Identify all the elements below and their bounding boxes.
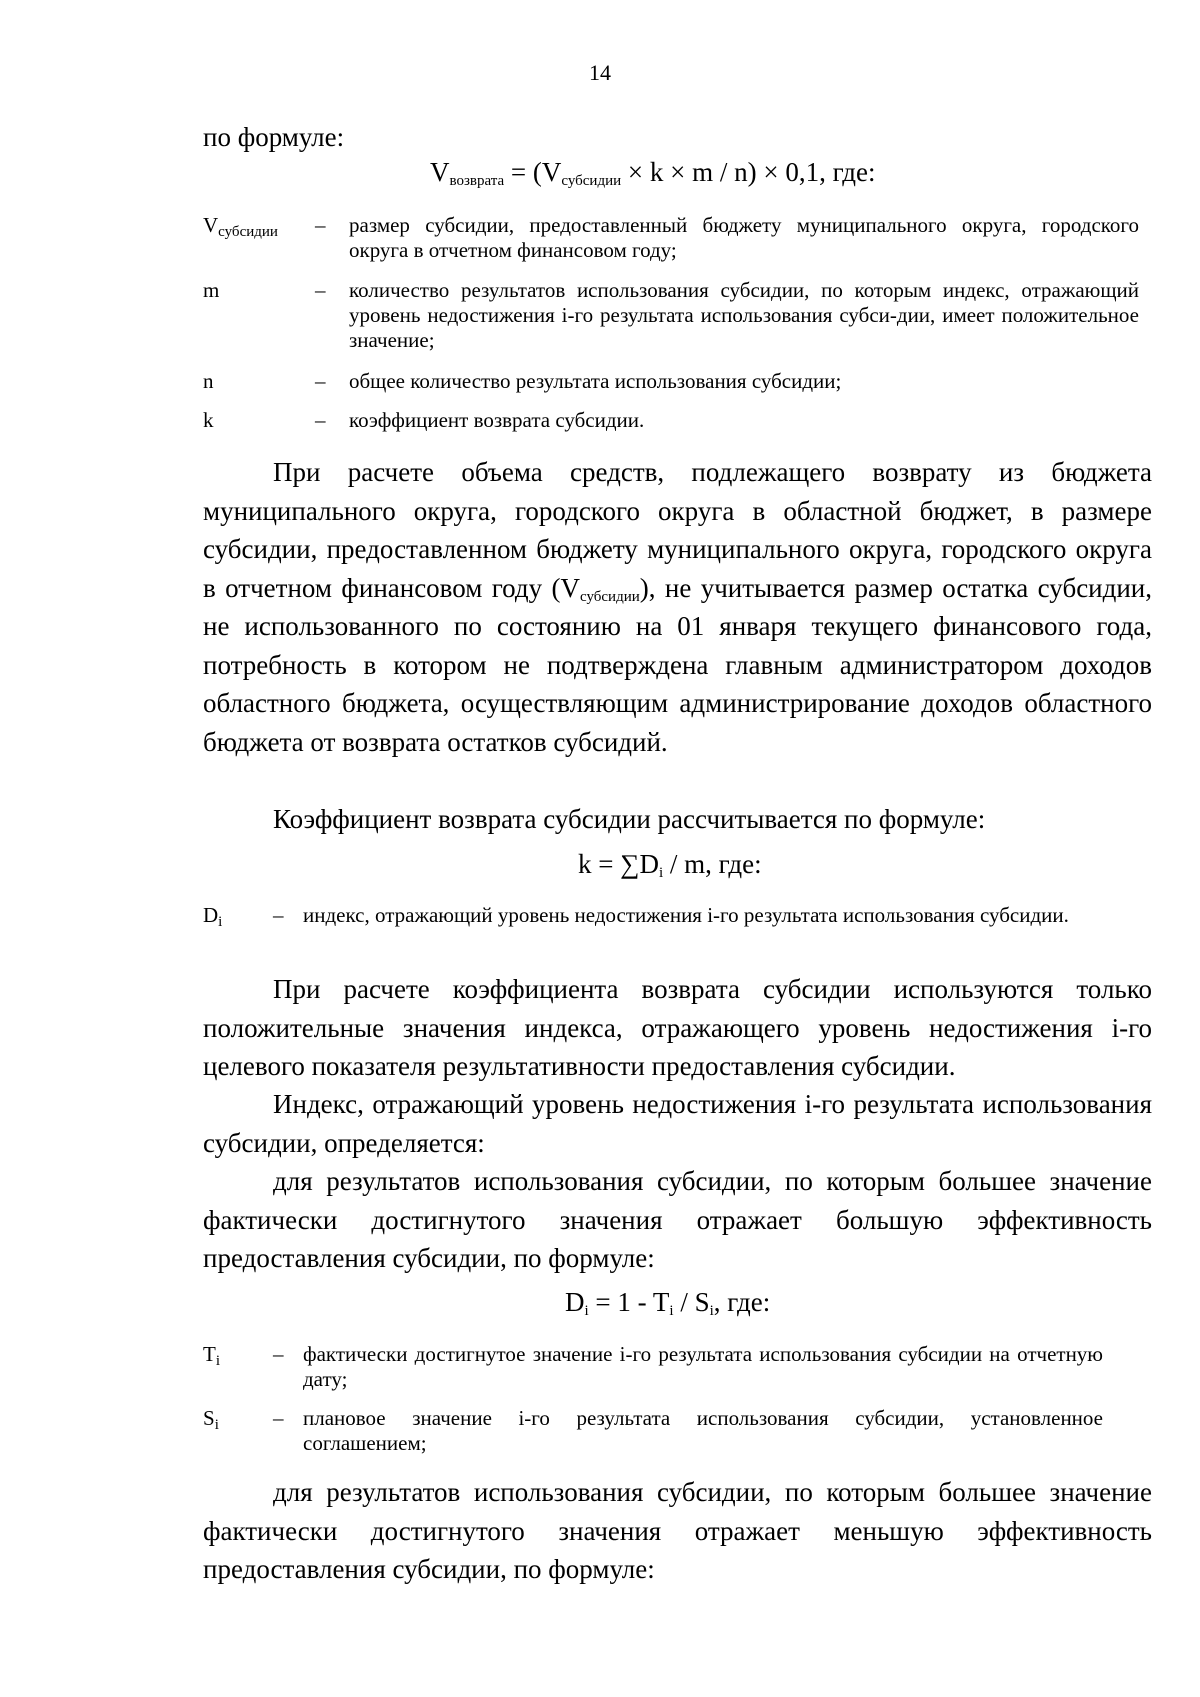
def-text: общее количество результата использования субсидии; <box>349 369 842 393</box>
formula-index: $D_i = 1 - T_i / S_i$, где: <box>565 1287 771 1319</box>
def-symbol: $V_{субсидии}$ <box>203 213 278 240</box>
def-dash: – <box>315 408 326 432</box>
definition-v-subsidy <box>203 213 1163 263</box>
def-text: коэффициент возврата субсидии. <box>349 408 645 432</box>
def-symbol: m <box>203 278 220 302</box>
def-text: количество результатов использования субсидии, по которым индекс, отражающий уровень недостижения i-го результата использования субси-дии, имеет положительное значение; <box>349 278 1139 352</box>
page-number: 14 <box>589 60 611 85</box>
paragraph-greater-worse: для результатов использования субсидии, по которым большее значение фактически достигнутого значения отражает меньшую эффективность предоставления субсидии, по формуле: <box>203 1477 1152 1584</box>
paragraph-index-definition: Индекс, отражающий уровень недостижения i-го результата использования субсидии, определяется: <box>203 1089 1152 1158</box>
paragraph-greater-better: для результатов использования субсидии, по которым большее значение фактически достигнутого значения отражает большую эффективность предоставления субсидии, по формуле: <box>203 1166 1152 1273</box>
definition-m <box>203 278 1163 358</box>
def-dash: – <box>315 278 326 302</box>
definition-t: $T_i$ – фактически достигнутое значение i-го результата использования субсидии на отчетную дату; <box>203 1342 1103 1391</box>
paragraph-coefficient: Коэффициент возврата субсидии рассчитывается по формуле: <box>273 804 986 834</box>
paragraph-positive-values: При расчете коэффициента возврата субсидии используются только положительные значения индекса, отражающего уровень недостижения i-го целевого показателя результативности предоставления субсидии. <box>203 974 1152 1081</box>
def-symbol: n <box>203 369 214 393</box>
definition-n <box>203 369 1163 397</box>
formula-coefficient: $k = \sum D_i / m$, где: <box>578 849 762 881</box>
definition-d: $D_i$ – индекс, отражающий уровень недостижения i-го результата использования субсидии. <box>203 903 1069 930</box>
definition-s: $S_i$ – плановое значение i-го результата использования субсидии, установленное соглашением; <box>203 1406 1103 1455</box>
definition-k <box>203 408 1163 436</box>
paragraph-return-calc: При расчете объема средств, подлежащего возврату из бюджета муниципального округа, городского округа в областной бюджет, в размере субсидии, предоставленном бюджету муниципального округа, городского округа в отчетном финансовом году $(V_{субсидии})$, не учитывается размер остатка субсидии, не использованного по состоянию на 01 января текущего финансового года, потребность в котором не подтверждена главным администратором доходов областного бюджета, осуществляющим администрирование доходов областного бюджета от возврата остатков субсидий. <box>203 457 1153 757</box>
intro-text: по формуле: <box>203 122 345 152</box>
def-dash: – <box>315 369 326 393</box>
formula-return-volume: $V_{возврата} = (V_{субсидии} \times k \times m / n) \times 0,1$, где: <box>430 157 876 189</box>
def-text: размер субсидии, предоставленный бюджету муниципального округа, городского округа в отчетном финансовом году; <box>349 213 1139 262</box>
def-symbol: k <box>203 408 214 432</box>
def-dash: – <box>315 213 326 237</box>
